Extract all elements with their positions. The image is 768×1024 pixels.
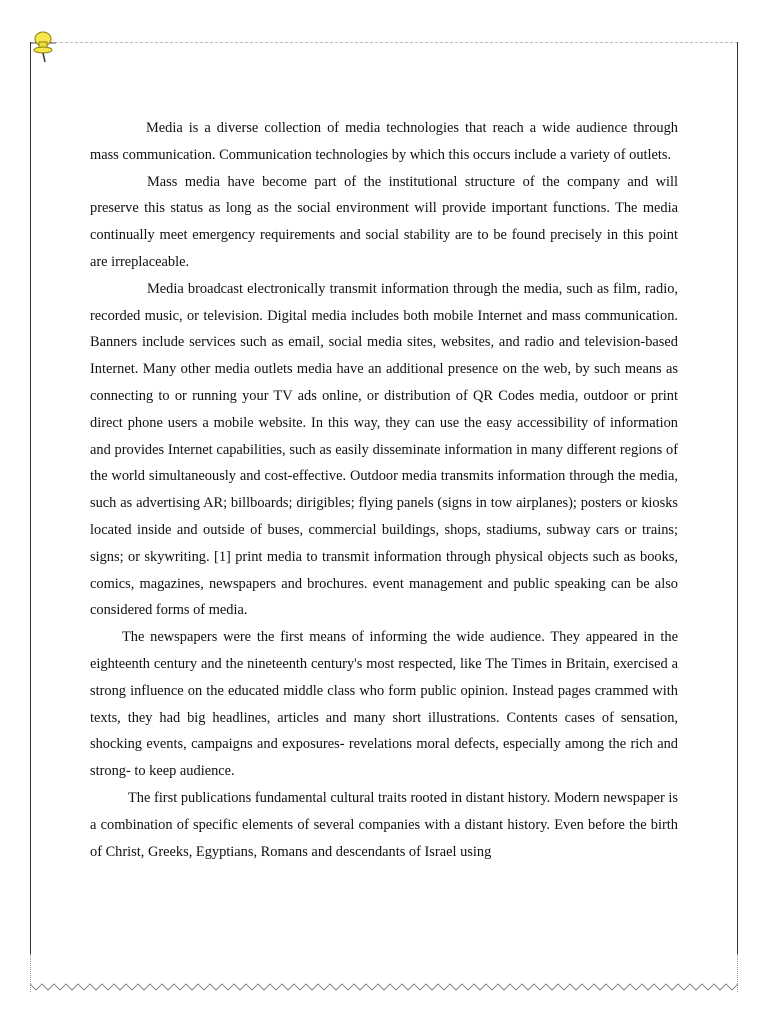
page-top-edge	[30, 42, 738, 43]
push-pin-icon[interactable]	[30, 30, 56, 64]
page-right-edge	[737, 42, 738, 954]
paragraph-3: Media broadcast electronically transmit information through the media, such as film, radio, recorded music, or television. Digital media includes both mobile Internet and mass communication. Banners include services such as email, social media sites, websites, and radio and television-based Internet. Many other media outlets media have an additional presence on the web, by such means as connecting to or running your TV ads online, or distribution of QR Codes media, outdoor or print direct phone users a mobile website. In this way, they can use the easy accessibility of information and provides Internet capabilities, such as easily disseminate information in many different regions of the world simultaneously and cost-effective. Outdoor media transmits information through the media, such as advertising AR; billboards; dirigibles; flying panels (signs in tow airplanes); posters or kiosks located inside and outside of buses, commercial buildings, shops, stadiums, subway cars or trains; signs; or skywriting. [1] print media to transmit information through physical objects such as books, comics, magazines, newspapers and brochures. event management and public speaking can be also considered forms of media.	[90, 280, 678, 619]
paragraph-5: The first publications fundamental cultural traits rooted in distant history. Modern newspaper is a combination of specific elements of several companies with a distant history. Even before the birth of Christ, Greeks, Egyptians, Romans and descendants of Israel using	[90, 789, 678, 860]
document-body	[90, 115, 678, 865]
torn-page-bottom-edge	[30, 982, 738, 994]
paragraph-4: The newspapers were the first means of informing the wide audience. They appeared in the eighteenth century and the nineteenth century's most respected, like The Times in Britain, exercised a strong influence on the educated middle class who form public opinion. Instead pages crammed with texts, they had big headlines, articles and many short illustrations. Contents cases of sensation, shocking events, campaigns and exposures- revelations moral defects, especially among the rich and strong- to keep audience.	[90, 629, 678, 780]
paragraph-2: Mass media have become part of the institutional structure of the company and will preserve this status as long as the social environment will provide important functions. The media continually meet emergency requirements and social stability are to be found precisely in this point are irreplaceable.	[90, 173, 678, 270]
paragraph-1: Media is a diverse collection of media technologies that reach a wide audience through mass communication. Communication technologies by which this occurs include a variety of outlets.	[90, 120, 678, 163]
page-left-edge	[30, 42, 31, 954]
